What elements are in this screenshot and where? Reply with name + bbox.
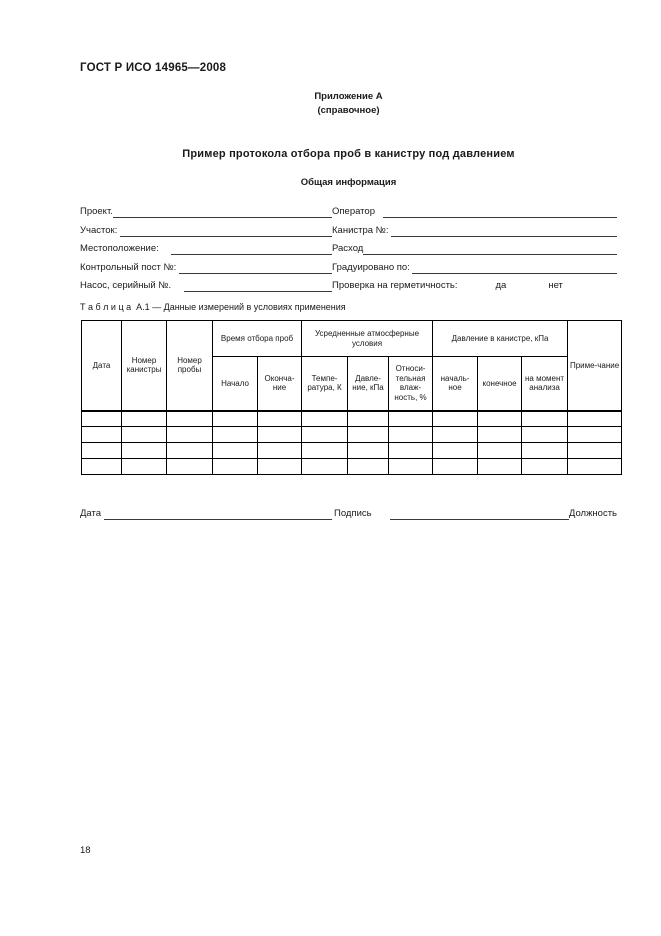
col-header-pressure-at-analysis: на момент анализа — [522, 357, 568, 411]
calibrated-by-label: Градуировано по: — [332, 262, 413, 273]
page-number: 18 — [80, 845, 91, 856]
col-header-pressure-initial: началь-ное — [433, 357, 478, 411]
table-cell — [389, 411, 433, 427]
table-cell — [522, 459, 568, 475]
position-label: Должность — [568, 508, 617, 519]
document-title: Пример протокола отбора проб в канистру под давлением — [182, 148, 515, 160]
col-header-pressure-final: конечное — [478, 357, 522, 411]
form-row-control-post — [80, 260, 617, 274]
appendix-heading — [80, 90, 617, 118]
table-cell — [522, 427, 568, 443]
control-post-blank-line — [179, 272, 332, 274]
table-cell — [258, 427, 302, 443]
table-cell — [433, 411, 478, 427]
operator-label: Оператор — [332, 206, 378, 217]
table-cell — [258, 459, 302, 475]
table-cell — [348, 427, 389, 443]
project-blank-line — [113, 216, 332, 218]
table-caption: Т а б л и ц а А.1 — Данные измерений в условиях применения — [80, 302, 346, 312]
table-cell — [82, 411, 122, 427]
table-cell — [122, 427, 167, 443]
table-cell — [302, 459, 348, 475]
col-header-notes: Приме-чание — [568, 321, 622, 411]
measurement-table — [81, 320, 622, 475]
leak-check-label: Проверка на герметичность: — [332, 280, 458, 291]
table-cell — [348, 443, 389, 459]
table-cell — [258, 411, 302, 427]
table-cell — [433, 459, 478, 475]
table-cell — [522, 411, 568, 427]
table-cell — [167, 411, 213, 427]
col-header-start: Начало — [213, 357, 258, 411]
col-header-pressure: Давле-ние, кПа — [348, 357, 389, 411]
location-blank-line — [171, 253, 332, 255]
table-cell — [258, 443, 302, 459]
table-cell — [122, 459, 167, 475]
table-cell — [568, 427, 622, 443]
table-cell — [213, 411, 258, 427]
signature-label: Подпись — [334, 508, 372, 519]
signature-date-blank-line — [104, 518, 332, 520]
col-header-end: Оконча-ние — [258, 357, 302, 411]
col-header-temperature: Темпе-ратура, К — [302, 357, 348, 411]
operator-blank-line — [383, 216, 617, 218]
table-cell — [478, 427, 522, 443]
form-row-site — [80, 223, 617, 237]
table-cell — [167, 443, 213, 459]
form-row-location — [80, 241, 617, 255]
table-cell — [213, 443, 258, 459]
leak-check-yes-option: да — [495, 280, 507, 291]
appendix-subtitle: (справочное) — [317, 105, 380, 116]
table-cell — [167, 459, 213, 475]
signature-date-label: Дата — [80, 508, 104, 519]
col-header-canister-number: Номер канистры — [122, 321, 167, 411]
table-row — [82, 411, 622, 427]
table-cell — [302, 411, 348, 427]
table-cell — [302, 427, 348, 443]
table-cell — [478, 443, 522, 459]
table-cell — [82, 427, 122, 443]
form-row-pump — [80, 278, 617, 292]
table-row — [82, 427, 622, 443]
table-cell — [213, 427, 258, 443]
table-cell — [389, 443, 433, 459]
table-cell — [389, 459, 433, 475]
site-label: Участок: — [80, 225, 120, 236]
col-group-sampling-time: Время отбора проб — [213, 321, 302, 357]
signature-blank-line — [390, 518, 569, 520]
leak-check-no-option: нет — [548, 280, 563, 291]
table-cell — [568, 443, 622, 459]
col-header-date: Дата — [82, 321, 122, 411]
table-cell — [82, 443, 122, 459]
table-cell — [122, 443, 167, 459]
table-cell — [167, 427, 213, 443]
table-cell — [348, 459, 389, 475]
standard-reference: ГОСТ Р ИСО 14965—2008 — [80, 62, 227, 74]
flow-blank-line — [363, 253, 617, 255]
form-row-project — [80, 204, 617, 218]
section-heading: Общая информация — [300, 177, 397, 188]
table-row — [82, 443, 622, 459]
site-blank-line — [120, 235, 332, 237]
table-cell — [348, 411, 389, 427]
canister-number-label: Канистра №: — [332, 225, 392, 236]
canister-number-blank-line — [391, 235, 617, 237]
table-cell — [478, 411, 522, 427]
table-cell — [568, 411, 622, 427]
pump-serial-blank-line — [184, 290, 332, 292]
pump-serial-label: Насос, серийный №. — [80, 280, 174, 291]
table-cell — [302, 443, 348, 459]
control-post-label: Контрольный пост №: — [80, 262, 179, 273]
col-header-humidity: Относи-тельная влаж-ность, % — [389, 357, 433, 411]
table-cell — [522, 443, 568, 459]
table-cell — [213, 459, 258, 475]
col-group-atmospheric-conditions: Усредненные атмосферные условия — [302, 321, 433, 357]
table-cell — [389, 427, 433, 443]
table-cell — [122, 411, 167, 427]
flow-label: Расход — [332, 243, 364, 254]
project-label: Проект. — [80, 206, 113, 217]
appendix-title: Приложение А — [314, 91, 383, 102]
table-cell — [568, 459, 622, 475]
table-row — [82, 459, 622, 475]
table-cell — [433, 443, 478, 459]
location-label: Местоположение: — [80, 243, 162, 254]
col-header-sample-number: Номер пробы — [167, 321, 213, 411]
table-cell — [478, 459, 522, 475]
col-group-canister-pressure: Давление в канистре, кПа — [433, 321, 568, 357]
signature-row — [80, 506, 617, 520]
calibrated-by-blank-line — [412, 272, 617, 274]
table-cell — [433, 427, 478, 443]
table-cell — [82, 459, 122, 475]
